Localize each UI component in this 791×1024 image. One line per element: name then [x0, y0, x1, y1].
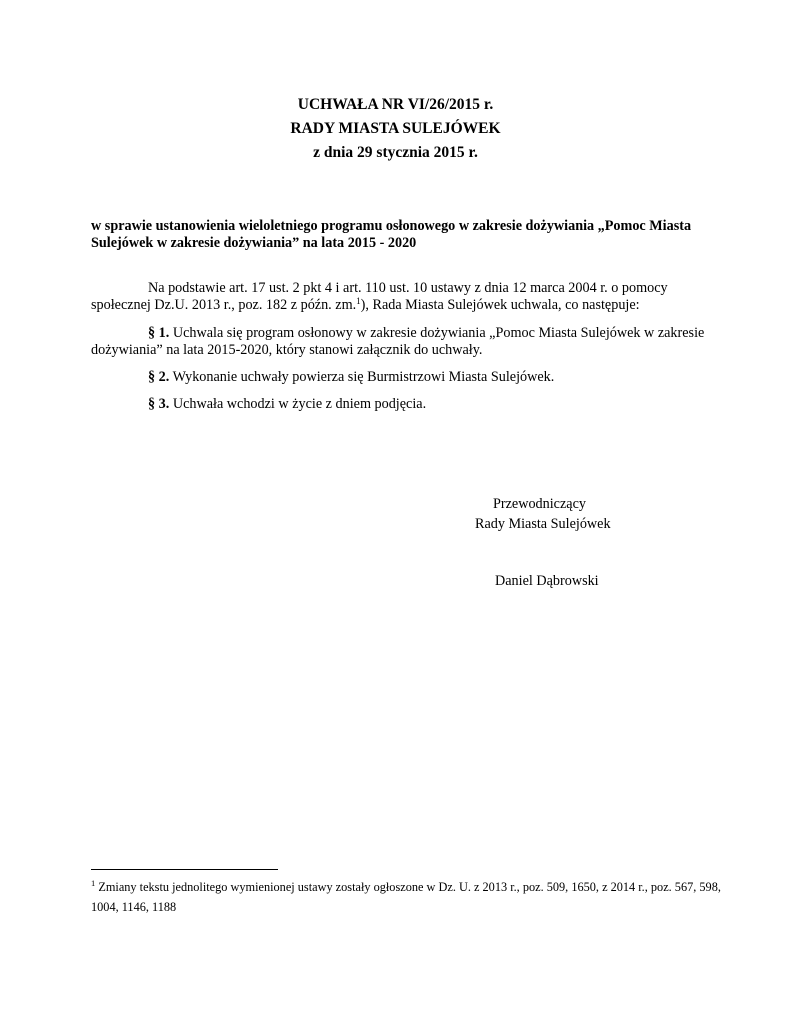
footnote-number: 1 [91, 878, 96, 888]
resolution-number: UCHWAŁA NR VI/26/2015 r. [297, 96, 494, 113]
legal-basis-text-end: ), Rada Miasta Sulejówek uchwala, co następuje: [360, 296, 640, 313]
paragraph-1 [91, 325, 721, 358]
footnote-reference: 1 [356, 295, 361, 306]
footnote-divider [91, 869, 278, 870]
signatory-role: Przewodniczący [493, 496, 586, 512]
legal-basis-text: Na podstawie art. 17 ust. 2 pkt 4 i art. 110 ust. 10 ustawy z dnia 12 marca 2004 r. o pomocy społecznej Dz.U. 2013 r., poz. 182 z późn. zm. [91, 280, 668, 313]
paragraph-2-label: § 2. [148, 369, 170, 385]
resolution-subject: w sprawie ustanowienia wieloletniego programu osłonowego w zakresie dożywiania „Pomoc Miasta Sulejówek w zakresie dożywiania” na lata 2015 - 2020 [91, 218, 692, 251]
resolution-date: z dnia 29 stycznia 2015 r. [313, 144, 478, 161]
paragraph-1-text: Uchwala się program osłonowy w zakresie dożywiania „Pomoc Miasta Sulejówek w zakresie dożywiania” na lata 2015-2020, który stanowi załącznik do uchwały. [91, 325, 705, 358]
paragraph-1-label: § 1. [148, 325, 170, 341]
paragraph-2 [91, 369, 721, 386]
paragraph-3 [91, 396, 721, 413]
resolution-header [0, 93, 791, 165]
footnote-text: Zmiany tekstu jednolitego wymienionej ustawy zostały ogłoszone w Dz. U. z 2013 r., poz. 509, 1650, z 2014 r., poz. 567, 598, 1004, 1146, 1188 [91, 880, 721, 914]
legal-basis [91, 280, 721, 313]
paragraph-2-text: Wykonanie uchwały powierza się Burmistrzowi Miasta Sulejówek. [169, 369, 555, 385]
issuing-council: RADY MIASTA SULEJÓWEK [290, 120, 501, 137]
signatory-name: Daniel Dąbrowski [495, 573, 599, 589]
paragraph-3-text: Uchwała wchodzi w życie z dniem podjęcia. [169, 396, 427, 412]
signatory-council: Rady Miasta Sulejówek [475, 516, 611, 532]
paragraph-3-label: § 3. [148, 396, 170, 412]
footnote [91, 877, 731, 917]
